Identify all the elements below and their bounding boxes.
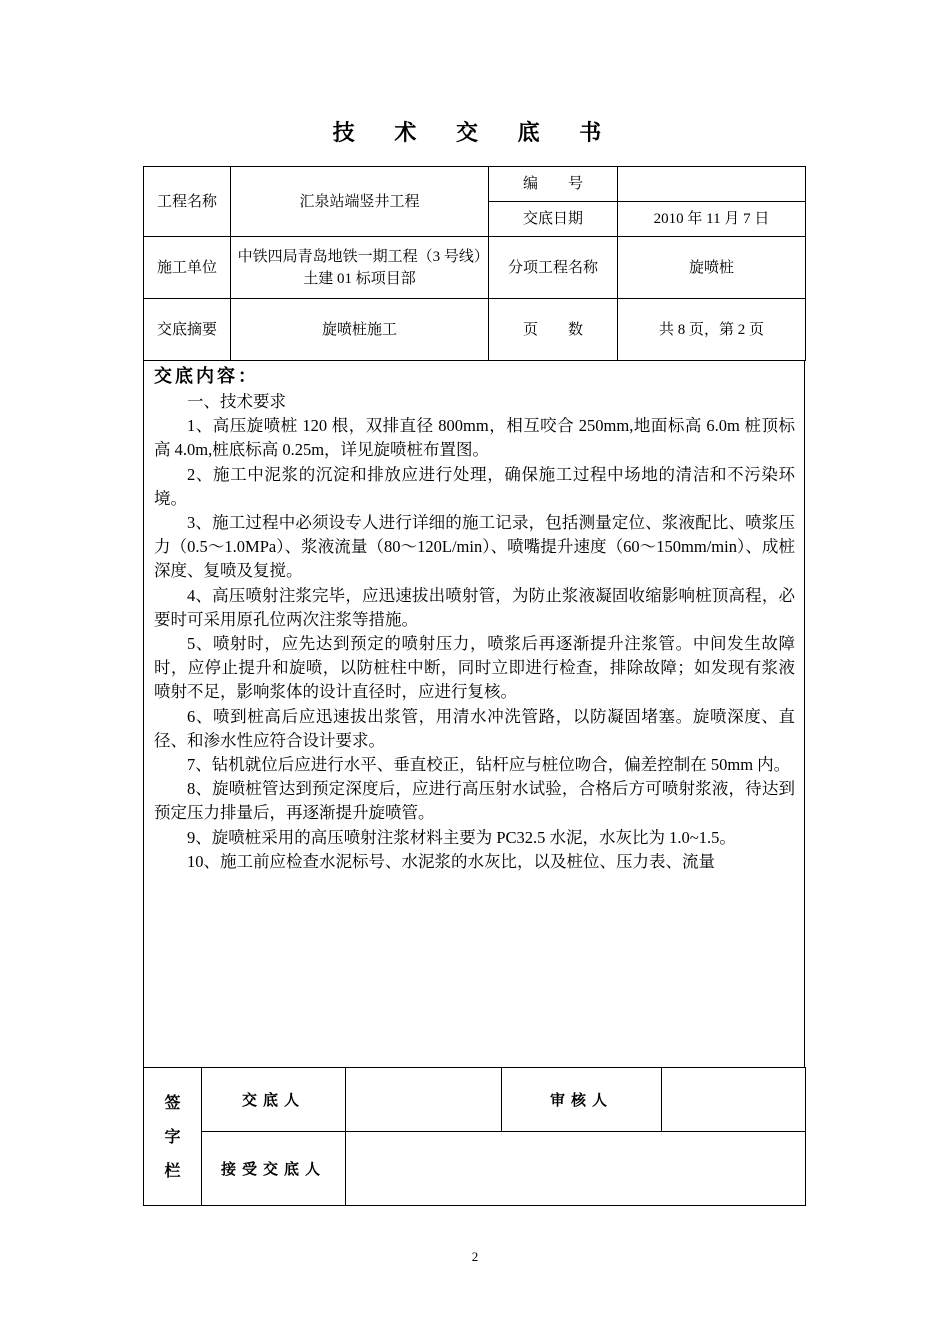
content-section [143, 360, 805, 1067]
section-title: 一、技术要求 [187, 392, 286, 411]
signature-column-label: 签 字 栏 [144, 1068, 202, 1206]
sub-item-label: 分项工程名称 [489, 237, 618, 299]
sub-item-value: 旋喷桩 [618, 237, 806, 299]
receiver-label: 接受交底人 [202, 1132, 346, 1206]
paragraph: 7、钻机就位后应进行水平、垂直校正，钻杆应与桩位吻合，偏差控制在 50mm 内。 [187, 755, 791, 775]
pages-label: 页 数 [489, 299, 618, 361]
signature-table [143, 1067, 806, 1206]
paragraph: 6、喷到桩高后应迅速拔出浆管，用清水冲洗管路，以防凝固堵塞。旋喷深度、直径、和渗水性应符合设计要求。 [154, 706, 795, 750]
receiver-field[interactable] [346, 1132, 806, 1206]
paragraph: 3、施工过程中必须设专人进行详细的施工记录，包括测量定位、浆液配比、喷浆压力（0.5～1.0MPa）、浆液流量（80～120L/min）、喷嘴提升速度（60～150mm/min）、成桩深度、复喷及复搅。 [154, 513, 795, 581]
unit-label: 施工单位 [144, 237, 231, 299]
date-value: 2010 年 11 月 7 日 [618, 202, 806, 237]
reviewer-field[interactable] [662, 1068, 806, 1132]
paragraph: 9、旋喷桩采用的高压喷射注浆材料主要为 PC32.5 水泥，水灰比为 1.0~1.5。 [187, 827, 736, 847]
summary-value: 旋喷桩施工 [231, 299, 489, 361]
unit-value: 中铁四局青岛地铁一期工程（3 号线）土建 01 标项目部 [231, 237, 489, 299]
paragraph: 4、高压喷射注浆完毕，应迅速拔出喷射管，为防止浆液凝固收缩影响桩顶高程，必要时可采用原孔位两次注浆等措施。 [154, 585, 795, 629]
handover-person-field[interactable] [346, 1068, 502, 1132]
project-name-label: 工程名称 [144, 167, 231, 237]
page-number: 2 [471, 1249, 479, 1264]
paragraph: 5、喷射时，应先达到预定的喷射压力，喷浆后再逐渐提升注浆管。中间发生故障时，应停止提升和旋喷，以防桩柱中断，同时立即进行检查，排除故障；如发现有浆液喷射不足，影响浆体的设计直径时，应进行复核。 [154, 634, 795, 702]
number-label: 编 号 [489, 167, 618, 202]
paragraph: 1、高压旋喷桩 120 根，双排直径 800mm，相互咬合 250mm,地面标高 6.0m 桩顶标高 4.0m,桩底标高 0.25m，详见旋喷桩布置图。 [154, 416, 795, 460]
paragraph: 8、旋喷桩管达到预定深度后，应进行高压射水试验，合格后方可喷射浆液，待达到预定压力排量后，再逐渐提升旋喷管。 [154, 779, 795, 823]
reviewer-label: 审核人 [502, 1068, 662, 1132]
paragraph: 10、施工前应检查水泥标号、水泥浆的水灰比，以及桩位、压力表、流量 [187, 851, 715, 871]
number-value [618, 167, 806, 202]
header-table [143, 166, 806, 361]
project-name-value: 汇泉站端竖井工程 [231, 167, 489, 237]
paragraph: 2、施工中泥浆的沉淀和排放应进行处理，确保施工过程中场地的清洁和不污染环境。 [154, 464, 795, 508]
content-heading: 交底内容： [154, 366, 259, 387]
pages-value: 共 8 页，第 2 页 [618, 299, 806, 361]
document-title: 技 术 交 底 书 [332, 121, 618, 146]
handover-person-label: 交底人 [202, 1068, 346, 1132]
summary-label: 交底摘要 [144, 299, 231, 361]
date-label: 交底日期 [489, 202, 618, 237]
